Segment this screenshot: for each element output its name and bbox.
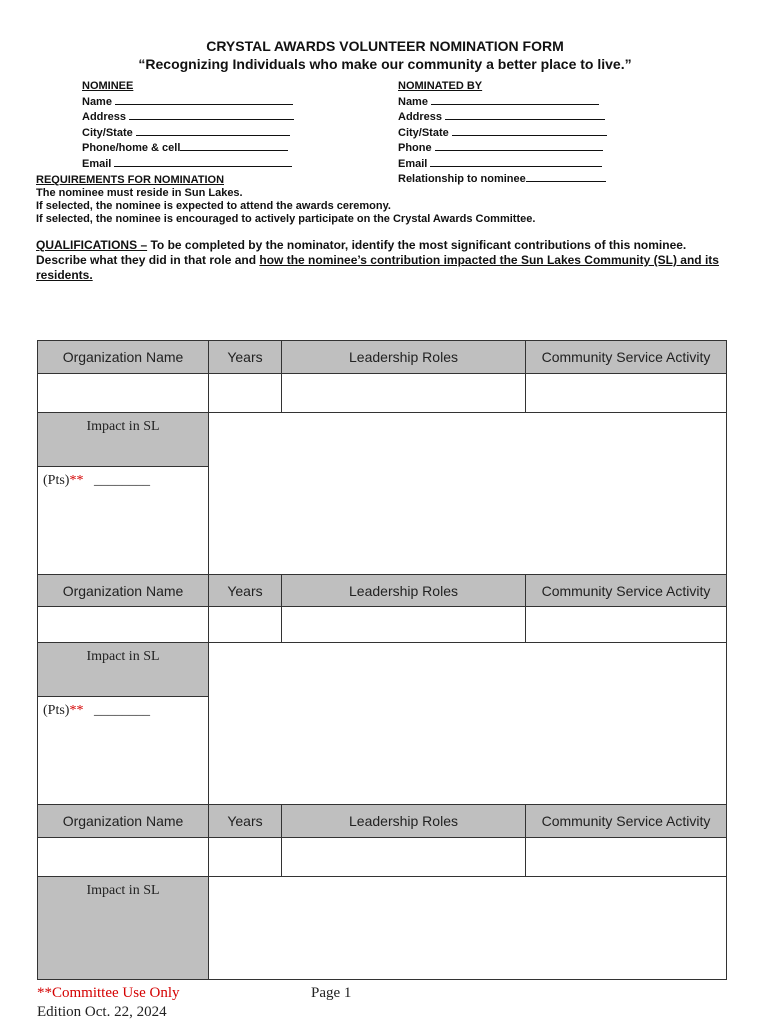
- points-blank: ________: [93, 703, 150, 718]
- nominated-by-section: [398, 80, 607, 187]
- nominee-heading: NOMINEE: [82, 80, 134, 92]
- nominee-name-field[interactable]: [115, 94, 293, 105]
- qualifications-text: To be completed by the nominator, identify the most significant contributions of this nominee. Describe what they did in that role and: [36, 238, 687, 267]
- nominee-email-label: Email: [82, 157, 112, 170]
- nominee-phone-field[interactable]: [180, 140, 288, 151]
- leadership-roles-input[interactable]: [281, 373, 526, 413]
- points-label: (Pts): [43, 473, 70, 488]
- impact-label: Impact in SL: [37, 642, 209, 697]
- nominator-name-field[interactable]: [431, 94, 599, 105]
- points-label: (Pts): [43, 703, 70, 718]
- form-subtitle: “Recognizing Individuals who make our community a better place to live.”: [138, 56, 632, 72]
- relationship-label: Relationship to nominee: [398, 173, 526, 185]
- relationship-field[interactable]: [526, 171, 606, 182]
- nominee-name-label: Name: [82, 95, 112, 108]
- community-service-input[interactable]: [525, 373, 727, 413]
- requirements-heading: REQUIREMENTS FOR NOMINATION: [36, 174, 225, 186]
- nominator-email-field[interactable]: [430, 156, 602, 167]
- requirement-line: If selected, the nominee is expected to attend the awards ceremony.: [36, 200, 391, 212]
- nominee-email-field[interactable]: [114, 156, 292, 167]
- qualifications-label: QUALIFICATIONS –: [36, 238, 148, 252]
- column-header-organization: Organization Name: [37, 574, 209, 607]
- impact-description-input[interactable]: [208, 412, 727, 575]
- edition-date: Edition Oct. 22, 2024: [37, 1004, 167, 1020]
- nominee-address-label: Address: [82, 111, 127, 123]
- nominated-by-heading: NOMINATED BY: [398, 80, 483, 92]
- points-field[interactable]: [43, 703, 150, 719]
- points-field[interactable]: [43, 473, 150, 489]
- nominator-phone-label: Phone: [398, 142, 432, 154]
- page-number: Page 1: [311, 985, 352, 1001]
- impact-label: Impact in SL: [37, 876, 209, 980]
- requirement-line: The nominee must reside in Sun Lakes.: [36, 187, 243, 199]
- column-header-community-service: Community Service Activity: [525, 574, 727, 607]
- nominee-city-label: City/State: [82, 126, 133, 139]
- committee-use-note: **Committee Use Only: [37, 985, 180, 1001]
- nominator-city-label: City/State: [398, 126, 449, 139]
- column-header-leadership: Leadership Roles: [281, 340, 526, 374]
- points-marker: **: [69, 473, 84, 488]
- years-input[interactable]: [208, 606, 282, 643]
- points-marker: **: [69, 703, 84, 718]
- nominee-section: [82, 80, 294, 171]
- nominee-phone-label: Phone/home & cell: [82, 142, 181, 154]
- qualifications-section: [36, 238, 736, 283]
- years-input[interactable]: [208, 837, 282, 877]
- nominator-email-label: Email: [398, 157, 428, 170]
- nominee-address-field[interactable]: [129, 109, 294, 120]
- column-header-years: Years: [208, 340, 282, 374]
- nominator-address-label: Address: [398, 111, 443, 123]
- organization-name-input[interactable]: [37, 606, 209, 643]
- organization-name-input[interactable]: [37, 837, 209, 877]
- column-header-organization: Organization Name: [37, 804, 209, 838]
- column-header-leadership: Leadership Roles: [281, 804, 526, 838]
- points-blank: ________: [93, 473, 150, 488]
- column-header-organization: Organization Name: [37, 340, 209, 374]
- requirement-line: If selected, the nominee is encouraged to actively participate on the Crystal Awards Committee.: [36, 213, 536, 225]
- impact-description-input[interactable]: [208, 876, 727, 980]
- requirements-section: [36, 174, 535, 226]
- nominator-address-field[interactable]: [445, 109, 605, 120]
- nominator-city-field[interactable]: [452, 125, 607, 136]
- impact-description-input[interactable]: [208, 642, 727, 805]
- nominee-city-field[interactable]: [136, 125, 290, 136]
- organization-name-input[interactable]: [37, 373, 209, 413]
- form-title: CRYSTAL AWARDS VOLUNTEER NOMINATION FORM: [206, 38, 564, 54]
- nominator-name-label: Name: [398, 95, 428, 108]
- leadership-roles-input[interactable]: [281, 837, 526, 877]
- column-header-leadership: Leadership Roles: [281, 574, 526, 607]
- years-input[interactable]: [208, 373, 282, 413]
- column-header-community-service: Community Service Activity: [525, 804, 727, 838]
- leadership-roles-input[interactable]: [281, 606, 526, 643]
- nominator-phone-field[interactable]: [435, 140, 603, 151]
- column-header-years: Years: [208, 804, 282, 838]
- community-service-input[interactable]: [525, 837, 727, 877]
- community-service-input[interactable]: [525, 606, 727, 643]
- column-header-community-service: Community Service Activity: [525, 340, 727, 374]
- column-header-years: Years: [208, 574, 282, 607]
- impact-label: Impact in SL: [37, 412, 209, 467]
- qualifications-impact-text: how the nominee’s contribution impacted the Sun Lakes Community (SL) and its residents.: [36, 253, 719, 282]
